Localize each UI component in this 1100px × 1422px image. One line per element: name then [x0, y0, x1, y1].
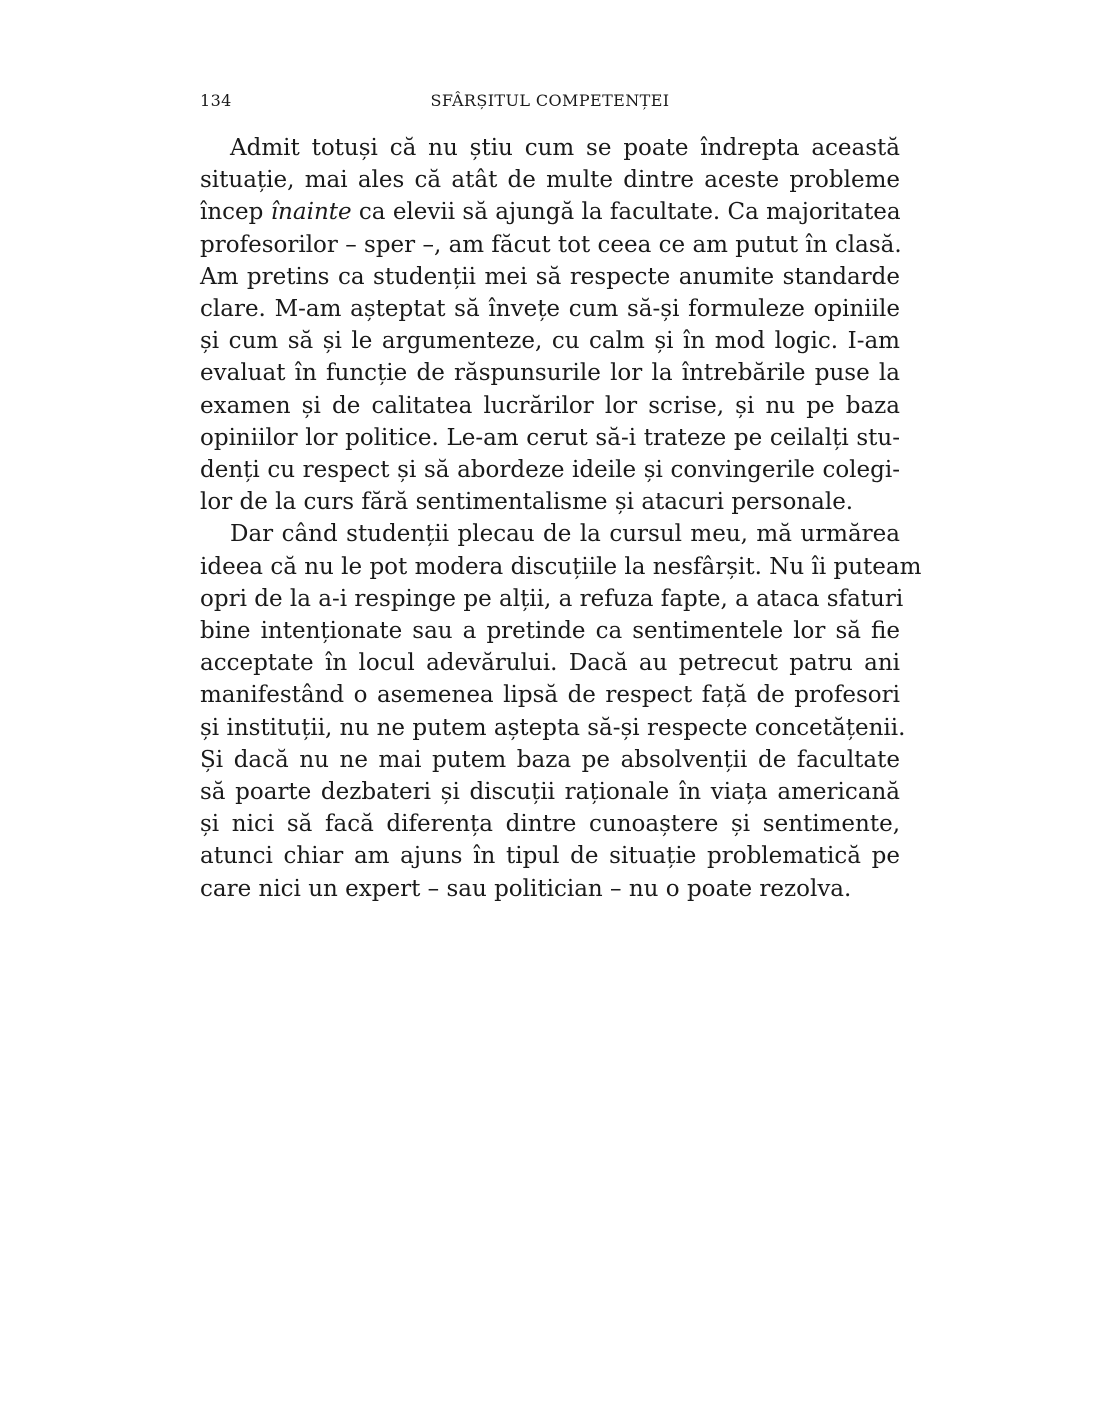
text-line: și instituții, nu ne putem aștepta să-și respecte concetățenii.	[200, 714, 906, 741]
text-segment: ca elevii să ajungă la facultate. Ca majoritatea	[351, 199, 901, 226]
text-line: opri de la a-i respinge pe alții, a refuza fapte, a ataca sfaturi	[200, 585, 904, 612]
body-text	[200, 132, 922, 905]
text-line: bine intenționate sau a pretinde ca sentimentele lor să fie	[200, 618, 900, 645]
text-line: și nici să facă diferența dintre cunoaștere și sentimente,	[200, 811, 900, 838]
text-line: opiniilor lor politice. Le-am cerut să-i trateze pe ceilalți stu-	[200, 424, 900, 451]
text-segment: încep	[200, 199, 271, 226]
text-line: Admit totuși că nu știu cum se poate îndrepta această	[230, 135, 900, 161]
emphasis: înainte	[270, 199, 352, 226]
text-line: lor de la curs fără sentimentalisme și atacuri personale.	[200, 489, 854, 516]
text-line: evaluat în funcție de răspunsurile lor la întrebările puse la	[200, 360, 900, 387]
running-title: SFÂRȘITUL COMPETENȚEI	[430, 91, 670, 110]
text-line: profesorilor – sper –, am făcut tot ceea ce am putut în clasă.	[200, 231, 902, 258]
text-line: clare. M-am așteptat să învețe cum să-și formuleze opiniile	[200, 296, 900, 323]
page-number: 134	[200, 91, 232, 110]
text-line: situație, mai ales că atât de multe dintre aceste probleme	[200, 167, 900, 194]
text-line: și cum să și le argumenteze, cu calm și în mod logic. I-am	[200, 328, 900, 355]
text-line: Dar când studenții plecau de la cursul meu, mă urmărea	[230, 521, 900, 548]
text-line: care nici un expert – sau politician – nu o poate rezolva.	[200, 875, 852, 902]
text-line: examen și de calitatea lucrărilor lor scrise, și nu pe baza	[200, 392, 900, 419]
page-header	[200, 91, 900, 115]
text-line: Și dacă nu ne mai putem baza pe absolvenții de facultate	[200, 746, 900, 773]
text-line: ideea că nu le pot modera discuțiile la nesfârșit. Nu îi puteam	[200, 553, 922, 580]
text-line: atunci chiar am ajuns în tipul de situație problematică pe	[200, 843, 900, 870]
text-line: să poarte dezbateri și discuții raționale în viața americană	[200, 779, 900, 806]
text-line: acceptate în locul adevărului. Dacă au petrecut patru ani	[200, 650, 900, 677]
text-line: manifestând o asemenea lipsă de respect față de profesori	[200, 682, 900, 709]
text-line: Am pretins ca studenții mei să respecte anumite standarde	[200, 263, 900, 290]
text-line: denți cu respect și să abordeze ideile și convingerile colegi-	[200, 457, 900, 484]
text-line	[200, 196, 900, 228]
